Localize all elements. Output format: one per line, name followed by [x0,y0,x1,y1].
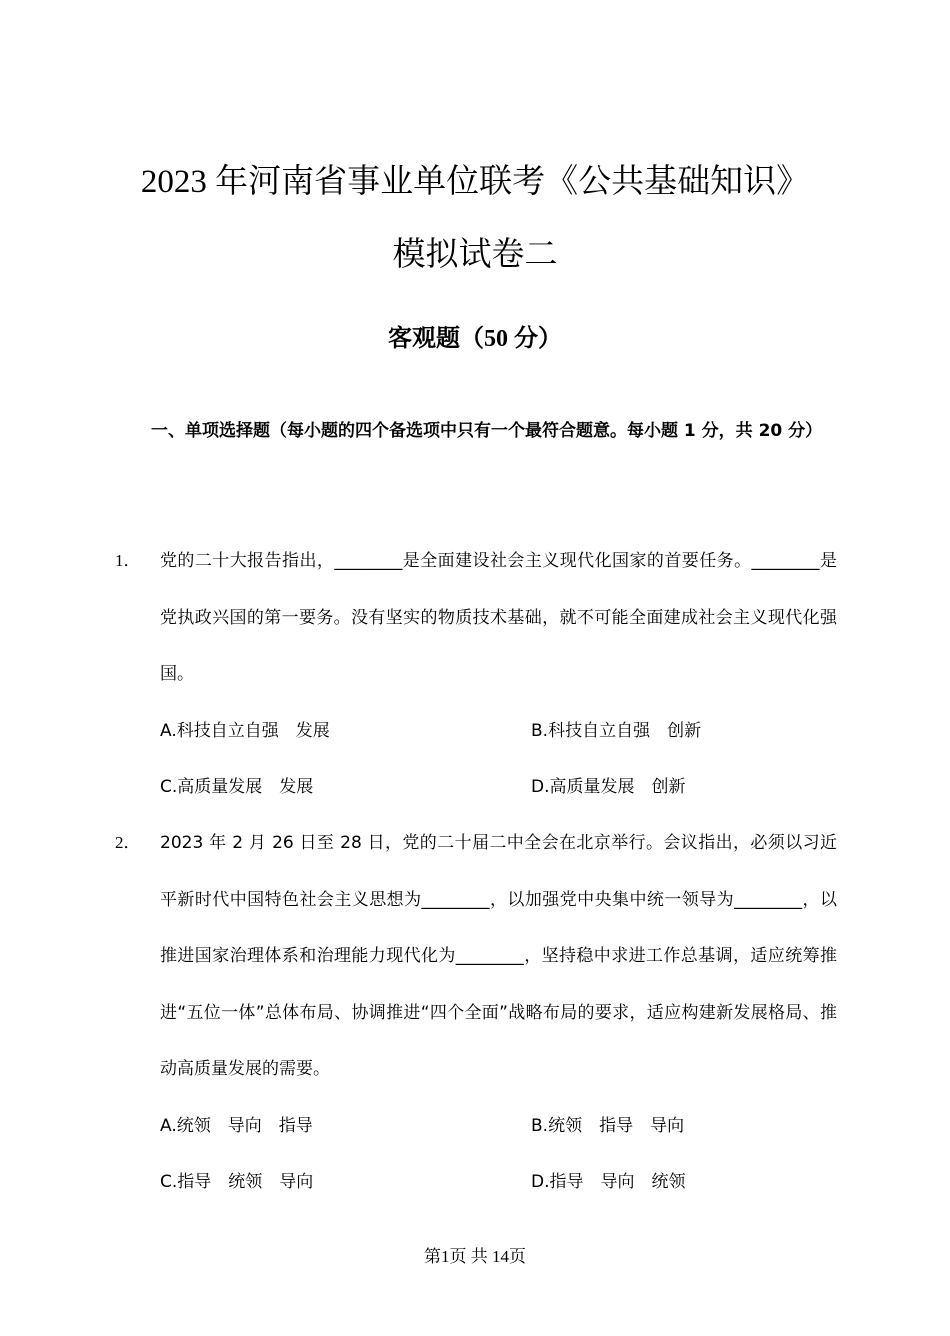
exam-title-line1: 2023 年河南省事业单位联考《公共基础知识》 [140,164,810,200]
option-b: B.统领 指导 导向 [531,1115,685,1136]
option-d: D.指导 导向 统领 [531,1172,686,1192]
options-row [115,1098,837,1155]
part-heading: 客观题（50 分） [388,326,562,352]
options-row [115,1154,837,1211]
option-d: D.高质量发展 创新 [531,777,686,797]
question-stem: 2023 年 2 月 26 日至 28 日，党的二十届二中全会在北京举行。会议指出，必须以习近平新时代中国特色社会主义思想为________，以加强党中央集中统一领导为________，以推进国家治理体系和治理能力现代化为________，坚持稳中求进工作总基调，适应统筹推进“五位一体”总体布局、协调推进“四个全面”战略布局的要求，适应构建新发展格局、推动高质量发展的需要。 [160,833,837,1079]
option-c: C.高质量发展 发展 [160,777,314,797]
question-number: 1． [115,551,141,570]
question-stem: 党的二十大报告指出，________是全面建设社会主义现代化国家的首要任务。________是党执政兴国的第一要务。没有坚实的物质技术基础，就不可能全面建成社会主义现代化强国。 [160,551,837,684]
options-row [115,703,837,760]
exam-title-line2: 模拟试卷二 [392,237,558,273]
question-2 [115,815,837,1211]
option-a: A.科技自立自强 发展 [160,720,330,741]
page-footer: 第1页 共 14页 [424,1247,526,1266]
option-c: C.指导 统领 导向 [160,1172,314,1192]
question-number: 2． [115,833,141,852]
option-a: A.统领 导向 指导 [160,1115,313,1136]
option-b: B.科技自立自强 创新 [531,720,702,741]
options-row [115,759,837,816]
section-instructions: 一、单项选择题（每小题的四个备选项中只有一个最符合题意。每小题 1 分，共 20 分） [151,421,823,441]
question-1 [115,533,837,816]
